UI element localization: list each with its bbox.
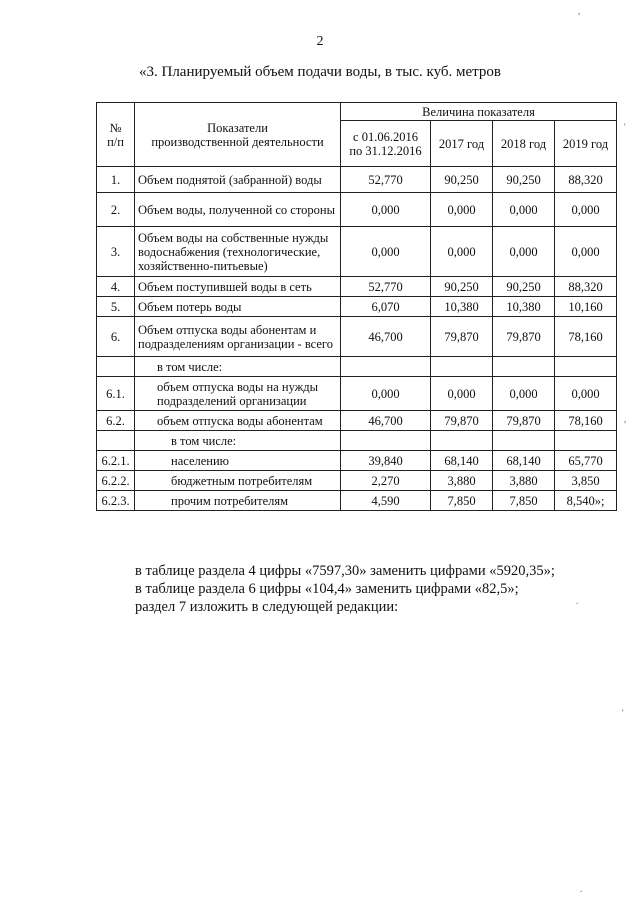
- table-body: [97, 167, 617, 511]
- row-value: 0,000: [431, 377, 493, 411]
- water-supply-table: [96, 102, 617, 511]
- amendment-instructions: [135, 562, 605, 616]
- table-row: [97, 357, 617, 377]
- row-number: 3.: [97, 227, 135, 277]
- row-value: [341, 431, 431, 451]
- page-number: 2: [316, 34, 324, 49]
- row-value: 52,770: [341, 277, 431, 297]
- row-indicator: бюджетным потребителям: [135, 471, 341, 491]
- row-number: [97, 357, 135, 377]
- row-number: 5.: [97, 297, 135, 317]
- row-number: 6.2.: [97, 411, 135, 431]
- row-value: 0,000: [555, 193, 617, 227]
- row-value: 65,770: [555, 451, 617, 471]
- scan-mark: ': [624, 122, 626, 132]
- header-period-2017: 2017 год: [431, 121, 493, 167]
- section-title: «3. Планируемый объем подачи воды, в тыс. куб. метров: [138, 64, 502, 80]
- row-value: [341, 357, 431, 377]
- row-value: 46,700: [341, 411, 431, 431]
- row-number: 6.2.1.: [97, 451, 135, 471]
- table-row: [97, 431, 617, 451]
- row-indicator: Объем поступившей воды в сеть: [135, 277, 341, 297]
- scan-mark: ': [622, 708, 624, 718]
- row-value: 90,250: [431, 167, 493, 193]
- scan-mark: ,: [624, 414, 627, 424]
- row-value: 78,160: [555, 317, 617, 357]
- instruction-line: раздел 7 изложить в следующей редакции:: [135, 599, 399, 615]
- row-indicator: Объем потерь воды: [135, 297, 341, 317]
- row-value: 10,380: [431, 297, 493, 317]
- row-number: 6.1.: [97, 377, 135, 411]
- table-row: [97, 377, 617, 411]
- table-row: [97, 167, 617, 193]
- row-value: 0,000: [493, 227, 555, 277]
- header-period-2016: с 01.06.2016 по 31.12.2016: [341, 121, 431, 167]
- row-value: 3,850: [555, 471, 617, 491]
- row-value: 0,000: [493, 193, 555, 227]
- row-value: 4,590: [341, 491, 431, 511]
- table-row: [97, 193, 617, 227]
- row-value: 0,000: [341, 377, 431, 411]
- row-indicator: Объем воды, полученной со стороны: [135, 193, 341, 227]
- row-value: 79,870: [493, 411, 555, 431]
- row-value: [555, 431, 617, 451]
- row-number: 2.: [97, 193, 135, 227]
- row-number: 6.: [97, 317, 135, 357]
- table-row: [97, 491, 617, 511]
- row-value: 68,140: [493, 451, 555, 471]
- row-indicator: в том числе:: [135, 431, 341, 451]
- row-value: 0,000: [555, 227, 617, 277]
- row-value: 90,250: [493, 167, 555, 193]
- row-indicator: Объем воды на собственные нужды водоснабжения (технологические, хозяйственно-питьевые): [135, 227, 341, 277]
- row-value: [555, 357, 617, 377]
- row-value: 79,870: [493, 317, 555, 357]
- scan-mark: ,: [578, 6, 581, 16]
- row-value: 68,140: [431, 451, 493, 471]
- row-value: 6,070: [341, 297, 431, 317]
- row-value: 79,870: [431, 317, 493, 357]
- row-value: 2,270: [341, 471, 431, 491]
- row-number: 4.: [97, 277, 135, 297]
- table-row: [97, 297, 617, 317]
- scan-mark: .: [580, 884, 583, 894]
- instruction-line: в таблице раздела 6 цифры «104,4» заменить цифрами «82,5»;: [135, 581, 519, 597]
- row-value: 46,700: [341, 317, 431, 357]
- row-value: 10,380: [493, 297, 555, 317]
- scan-mark: .: [576, 596, 579, 606]
- row-indicator: прочим потребителям: [135, 491, 341, 511]
- row-number: 6.2.3.: [97, 491, 135, 511]
- table-row: [97, 411, 617, 431]
- header-period-2019: 2019 год: [555, 121, 617, 167]
- row-value: 0,000: [555, 377, 617, 411]
- row-value: 3,880: [493, 471, 555, 491]
- row-value: 0,000: [493, 377, 555, 411]
- row-value: 10,160: [555, 297, 617, 317]
- row-indicator: в том числе:: [135, 357, 341, 377]
- row-value: 0,000: [341, 227, 431, 277]
- row-value: 0,000: [341, 193, 431, 227]
- instruction-line: в таблице раздела 4 цифры «7597,30» заменить цифрами «5920,35»;: [135, 563, 555, 579]
- table-row: [97, 227, 617, 277]
- row-indicator: объем отпуска воды на нужды подразделений организации: [135, 377, 341, 411]
- row-value: 7,850: [431, 491, 493, 511]
- header-period-2018: 2018 год: [493, 121, 555, 167]
- header-indicators: Показатели производственной деятельности: [135, 103, 341, 167]
- row-indicator: Объем поднятой (забранной) воды: [135, 167, 341, 193]
- table-row: [97, 277, 617, 297]
- row-value: 90,250: [493, 277, 555, 297]
- row-number: 1.: [97, 167, 135, 193]
- row-value: [431, 431, 493, 451]
- row-value: 52,770: [341, 167, 431, 193]
- row-value: 88,320: [555, 167, 617, 193]
- row-indicator: населению: [135, 451, 341, 471]
- row-value: [493, 431, 555, 451]
- row-value: 88,320: [555, 277, 617, 297]
- table-row: [97, 317, 617, 357]
- header-value-group: Величина показателя: [341, 103, 617, 121]
- row-value: 8,540»;: [555, 491, 617, 511]
- row-value: 0,000: [431, 227, 493, 277]
- row-indicator: объем отпуска воды абонентам: [135, 411, 341, 431]
- row-value: [431, 357, 493, 377]
- row-value: 78,160: [555, 411, 617, 431]
- row-value: 3,880: [431, 471, 493, 491]
- row-value: 0,000: [431, 193, 493, 227]
- row-value: 7,850: [493, 491, 555, 511]
- row-number: 6.2.2.: [97, 471, 135, 491]
- row-value: [493, 357, 555, 377]
- row-indicator: Объем отпуска воды абонентам и подразделениям организации - всего: [135, 317, 341, 357]
- header-num: № п/п: [97, 103, 135, 167]
- row-value: 39,840: [341, 451, 431, 471]
- table-row: [97, 451, 617, 471]
- table-row: [97, 471, 617, 491]
- row-value: 79,870: [431, 411, 493, 431]
- row-value: 90,250: [431, 277, 493, 297]
- row-number: [97, 431, 135, 451]
